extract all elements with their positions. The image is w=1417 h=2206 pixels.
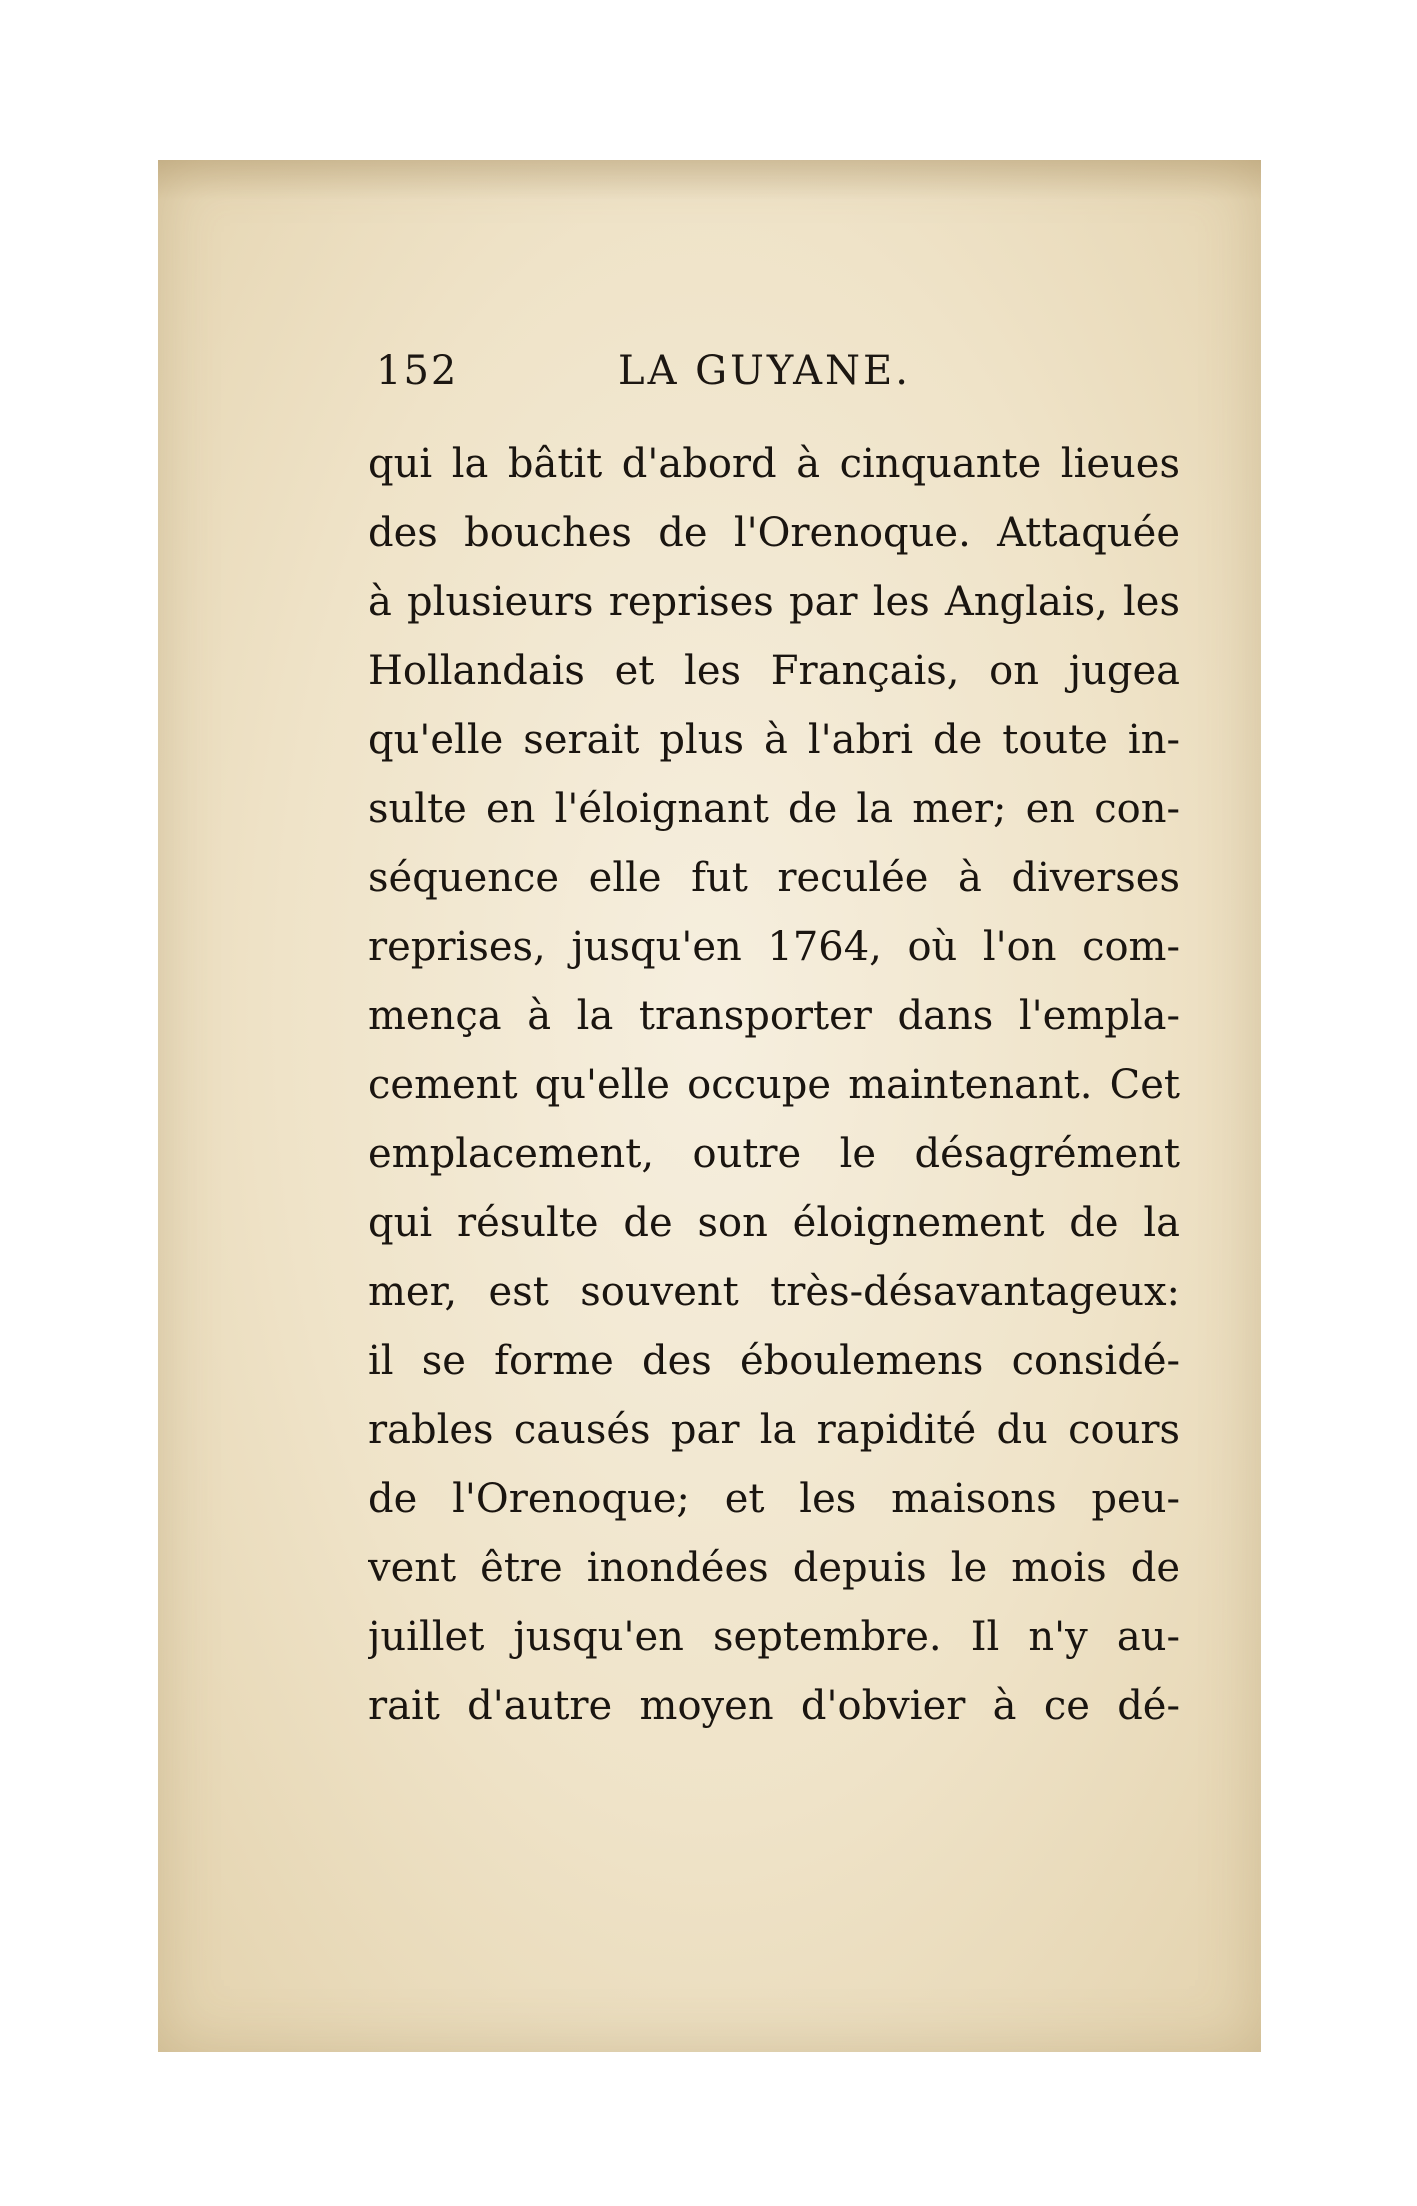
running-title: LA GUYANE. bbox=[618, 348, 911, 394]
text-line: mer, est souvent très-désavantageux: bbox=[368, 1269, 1180, 1315]
text-line: qu'elle serait plus à l'abri de toute in- bbox=[368, 717, 1180, 763]
text-line: de l'Orenoque; et les maisons peu- bbox=[368, 1476, 1180, 1522]
text-line: à plusieurs reprises par les Anglais, les bbox=[368, 579, 1180, 625]
text-line: des bouches de l'Orenoque. Attaquée bbox=[368, 510, 1180, 556]
text-line: séquence elle fut reculée à diverses bbox=[368, 855, 1180, 901]
text-line: qui la bâtit d'abord à cinquante lieues bbox=[368, 441, 1180, 487]
text-line: il se forme des éboulemens considé- bbox=[368, 1338, 1180, 1384]
text-line: rait d'autre moyen d'obvier à ce dé- bbox=[368, 1683, 1180, 1729]
text-line: Hollandais et les Français, on jugea bbox=[368, 648, 1180, 694]
page-header bbox=[218, 348, 938, 408]
text-line: cement qu'elle occupe maintenant. Cet bbox=[368, 1062, 1180, 1108]
text-line: qui résulte de son éloignement de la bbox=[368, 1200, 1180, 1246]
text-line: juillet jusqu'en septembre. Il n'y au- bbox=[368, 1614, 1180, 1660]
text-line: reprises, jusqu'en 1764, où l'on com- bbox=[368, 924, 1180, 970]
page-number: 152 bbox=[376, 348, 459, 394]
text-line: emplacement, outre le désagrément bbox=[368, 1131, 1180, 1177]
body-text bbox=[368, 430, 1180, 1741]
text-line: vent être inondées depuis le mois de bbox=[368, 1545, 1180, 1591]
text-line: sulte en l'éloignant de la mer; en con- bbox=[368, 786, 1180, 832]
text-line: mença à la transporter dans l'empla- bbox=[368, 993, 1180, 1039]
text-line: rables causés par la rapidité du cours bbox=[368, 1407, 1180, 1453]
